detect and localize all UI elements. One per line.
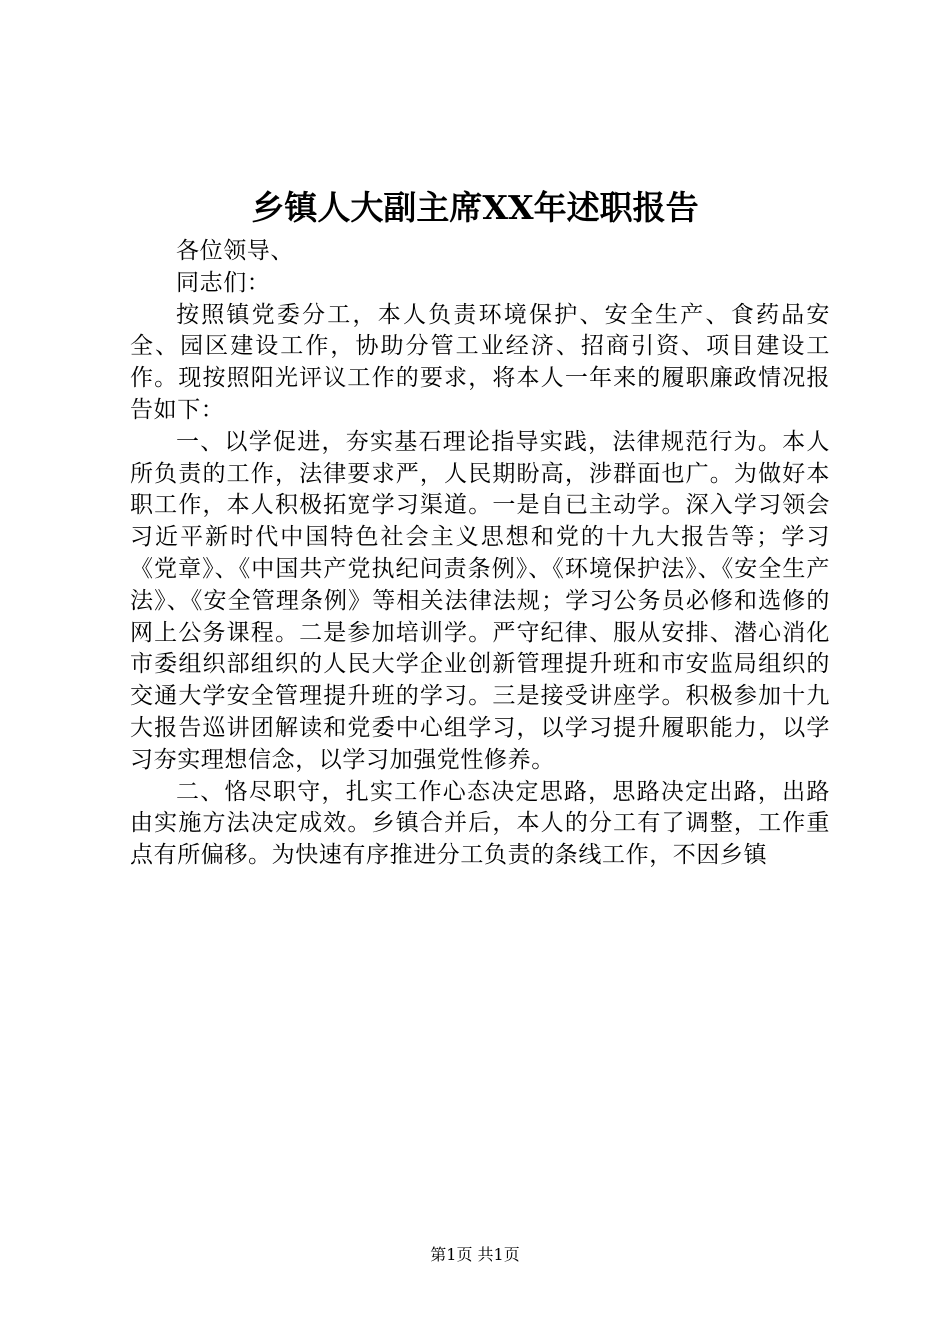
paragraph-section-two: 二、恪尽职守，扎实工作心态决定思路，思路决定出路，出路由实施方法决定成效。乡镇合并后，本人的分工有了调整，工作重点有所偏移。为快速有序推进分工负责的条线工作，不因乡镇 [130,778,830,869]
paragraph-section-one: 一、以学促进，夯实基石理论指导实践，法律规范行为。本人所负责的工作，法律要求严，人民期盼高，涉群面也广。为做好本职工作，本人积极拓宽学习渠道。一是自已主动学。深入学习领会习近平新时代中国特色社会主义思想和党的十九大报告等；学习《党章》、《中国共产党执纪问责条例》、《环境保护法》、《安全生产法》、《安全管理条例》等相关法律法规；学习公务员必修和选修的网上公务课程。二是参加培训学。严守纪律、服从安排、潜心消化市委组织部组织的人民大学企业创新管理提升班和市安监局组织的交通大学安全管理提升班的学习。三是接受讲座学。积极参加十九大报告巡讲团解读和党委中心组学习，以学习提升履职能力，以学习夯实理想信念，以学习加强党性修养。 [130,428,830,773]
document-title: 乡镇人大副主席XX年述职报告 [251,188,699,227]
salutation-comrades: 同志们： [176,269,271,296]
salutation-leaders: 各位领导、 [176,238,294,264]
document-body [130,236,830,872]
paragraph-intro: 按照镇党委分工，本人负责环境保护、安全生产、食药品安全、园区建设工作，协助分管工业经济、招商引资、项目建设工作。现按照阳光评议工作的要求，将本人一年来的履职廉政情况报告如下： [130,301,830,423]
page-footer: 第1页 共1页 [430,1245,520,1264]
